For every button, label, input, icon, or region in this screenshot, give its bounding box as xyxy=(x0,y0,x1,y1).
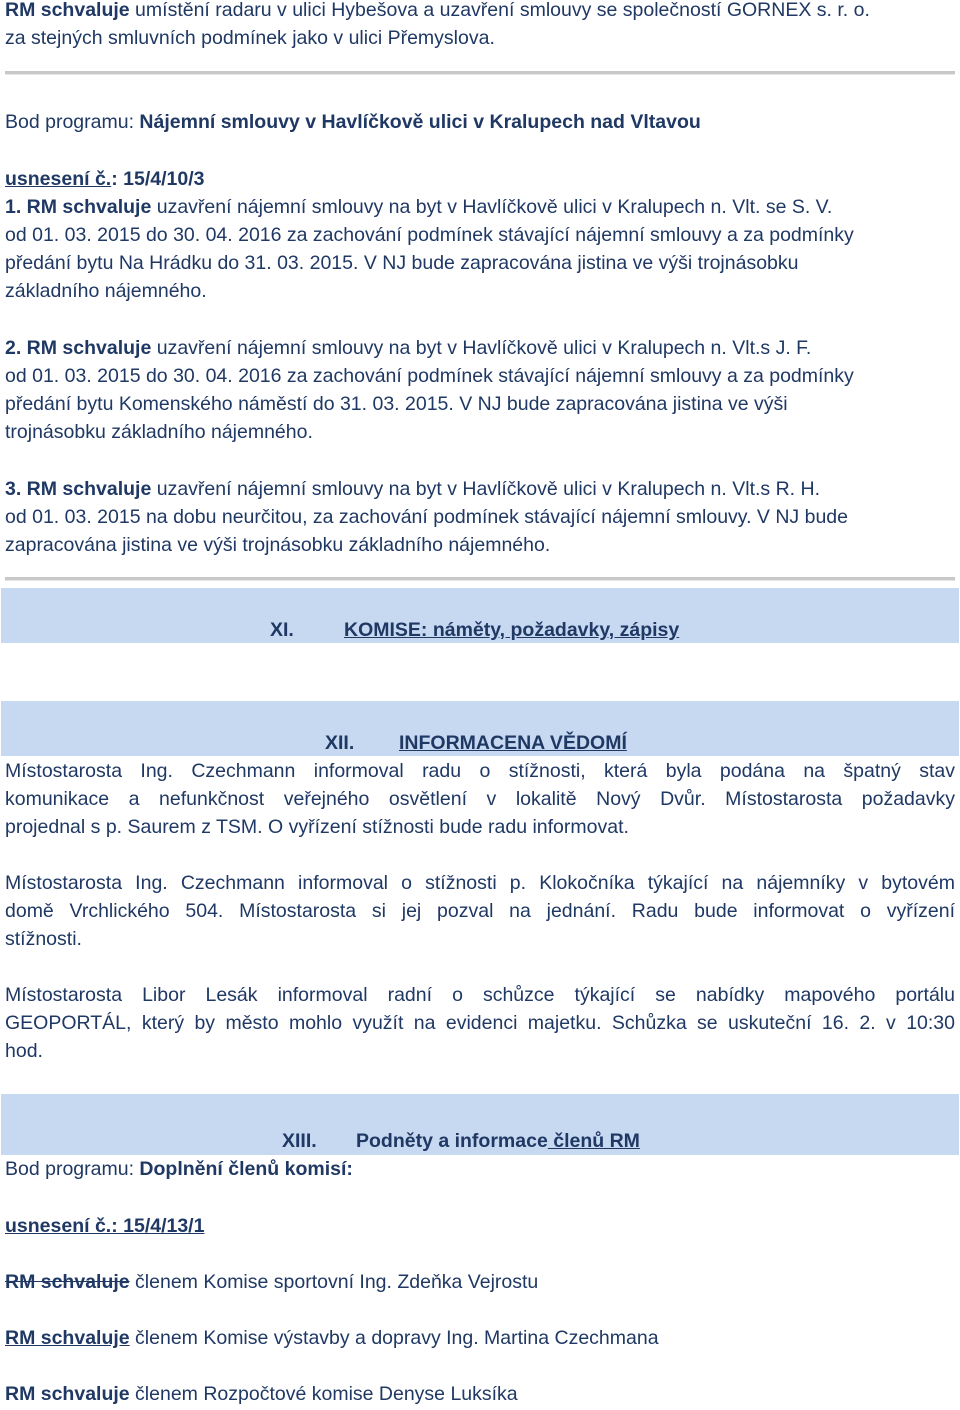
resolution-number: usnesení č.: 15/4/10/3 xyxy=(5,168,205,190)
agenda-item: Bod programu: Nájemní smlouvy v Havlíčkově ulici v Kralupech nad Vltavou xyxy=(5,111,701,133)
resolution-number: usnesení č.: 15/4/13/1 xyxy=(5,1215,205,1237)
item-text: od 01. 03. 2015 do 30. 04. 2016 za zachování podmínek stávající nájemní smlouvy a za podmínky xyxy=(5,365,854,387)
intro-line-1: RM schvaluje umístění radaru v ulici Hybešova a uzavření smlouvy se společností GORNEX s. r. o. xyxy=(5,0,870,21)
item-text: předání bytu Komenského náměstí do 31. 03. 2015. V NJ bude zapracována jistina ve výši xyxy=(5,393,788,415)
info-paragraph-3: Místostarosta Libor Lesák informoval radní o schůzce týkající se nabídky mapového portálu GEOPORTÁL, který by město mohlo využít na evidenci majetku. Schůzka se uskuteční 16. 2. v 10:30 hod. xyxy=(5,984,955,1062)
item-text: zapracována jistina ve výši trojnásobku základního nájemného. xyxy=(5,534,551,556)
item-text: trojnásobku základního nájemného. xyxy=(5,421,313,443)
section-title: INFORMACENA VĚDOMÍ xyxy=(399,732,627,754)
member-item-1: RM schvaluje členem Komise sportovní Ing. Zdeňka Vejrostu xyxy=(5,1271,539,1293)
item-text: základního nájemného. xyxy=(5,280,207,302)
divider xyxy=(5,71,955,75)
section-title: Podněty a informace členů RM xyxy=(356,1130,640,1152)
member-item-3: RM schvaluje členem Rozpočtové komise Denyse Luksíka xyxy=(5,1383,518,1405)
resolution-item-1: 1. RM schvaluje uzavření nájemní smlouvy na byt v Havlíčkově ulici v Kralupech n. Vlt. se S. V. xyxy=(5,196,833,218)
item-text: od 01. 03. 2015 do 30. 04. 2016 za zachování podmínek stávající nájemní smlouvy a za podmínky xyxy=(5,224,854,246)
section-title: KOMISE: náměty, požadavky, zápisy xyxy=(344,619,680,641)
section-number: XII. xyxy=(325,732,355,754)
info-paragraph-2: Místostarosta Ing. Czechmann informoval o stížnosti p. Klokočníka týkající na nájemníky v bytovém domě Vrchlického 504. Místostarosta si jej pozval na jednání. Radu bude informovat o vyřízení stížnosti. xyxy=(5,872,955,950)
resolution-item-2: 2. RM schvaluje uzavření nájemní smlouvy na byt v Havlíčkově ulici v Kralupech n. Vlt.s J. F. xyxy=(5,337,812,359)
section-number: XI. xyxy=(270,619,294,641)
item-text: předání bytu Na Hrádku do 31. 03. 2015. V NJ bude zapracována jistina ve výši trojnásobku xyxy=(5,252,799,274)
item-text: od 01. 03. 2015 na dobu neurčitou, za zachování podmínek stávající nájemní smlouvy. V NJ bude xyxy=(5,506,848,528)
agenda-item: Bod programu: Doplnění členů komisí: xyxy=(5,1158,353,1180)
member-item-2: RM schvaluje členem Komise výstavby a dopravy Ing. Martina Czechmana xyxy=(5,1327,659,1349)
divider xyxy=(5,577,955,581)
intro-line-2: za stejných smluvních podmínek jako v ulici Přemyslova. xyxy=(5,27,495,49)
resolution-item-3: 3. RM schvaluje uzavření nájemní smlouvy na byt v Havlíčkově ulici v Kralupech n. Vlt.s R. H. xyxy=(5,478,820,500)
section-number: XIII. xyxy=(282,1130,317,1152)
info-paragraph-1: Místostarosta Ing. Czechmann informoval radu o stížnosti, která byla podána na špatný stav komunikace a nefunkčnost veřejného osvětlení v lokalitě Nový Dvůr. Místostarosta požadavky projednal s p. Saurem z TSM. O vyřízení stížnosti bude radu informovat. xyxy=(5,760,955,838)
